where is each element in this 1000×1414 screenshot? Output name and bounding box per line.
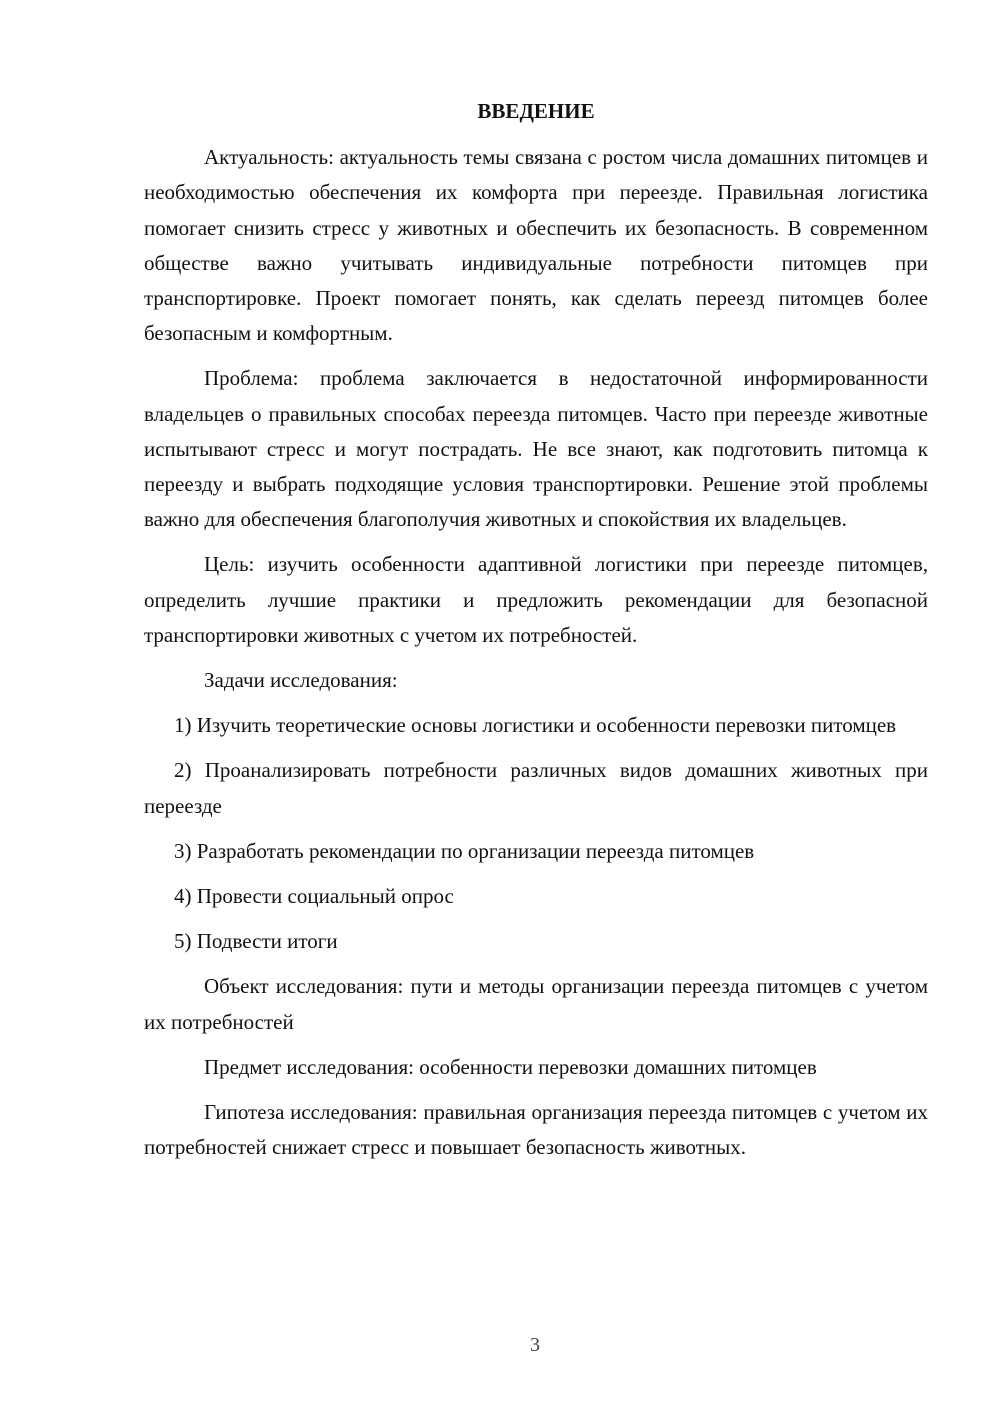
page-number: 3 [530,1334,540,1356]
task-item: 2) Проанализировать потребности различных видов домашних животных при переезде [144,758,928,818]
hypothesis-paragraph: Гипотеза исследования: правильная организация переезда питомцев с учетом их потребностей снижает стресс и повышает безопасность животных. [144,1100,928,1160]
page-title: ВВЕДЕНИЕ [477,99,595,123]
relevance-paragraph: Актуальность: актуальность темы связана с ростом числа домашних питомцев и необходимостью обеспечения их комфорта при переезде. Правильная логистика помогает снизить стресс у животных и обеспечить их безопасность. В современном обществе важно учитывать индивидуальные потребности питомцев при транспортировке. Проект помогает понять, как сделать переезд питомцев более безопасным и комфортным. [144,145,928,346]
task-item: 4) Провести социальный опрос [174,884,454,909]
document-page [144,94,928,1175]
task-item: 3) Разработать рекомендации по организации переезда питомцев [174,838,755,863]
task-item: 1) Изучить теоретические основы логистики и особенности перевозки питомцев [174,713,897,738]
problem-paragraph: Проблема: проблема заключается в недостаточной информированности владельцев о правильных способах переезда питомцев. Часто при переезде животные испытывают стресс и могут пострадать. Не все знают, как подготовить питомца к переезду и выбрать подходящие условия транспортировки. Решение этой проблемы важно для обеспечения благополучия животных и спокойствия их владельцев. [144,366,928,532]
goal-paragraph: Цель: изучить особенности адаптивной логистики при переезде питомцев, определить лучшие практики и предложить рекомендации для безопасной транспортировки животных с учетом их потребностей. [144,552,928,647]
tasks-intro: Задачи исследования: [204,668,398,693]
object-paragraph: Объект исследования: пути и методы организации переезда питомцев с учетом их потребностей [144,974,928,1034]
task-item: 5) Подвести итоги [174,929,338,954]
subject-paragraph: Предмет исследования: особенности перевозки домашних питомцев [204,1054,817,1079]
